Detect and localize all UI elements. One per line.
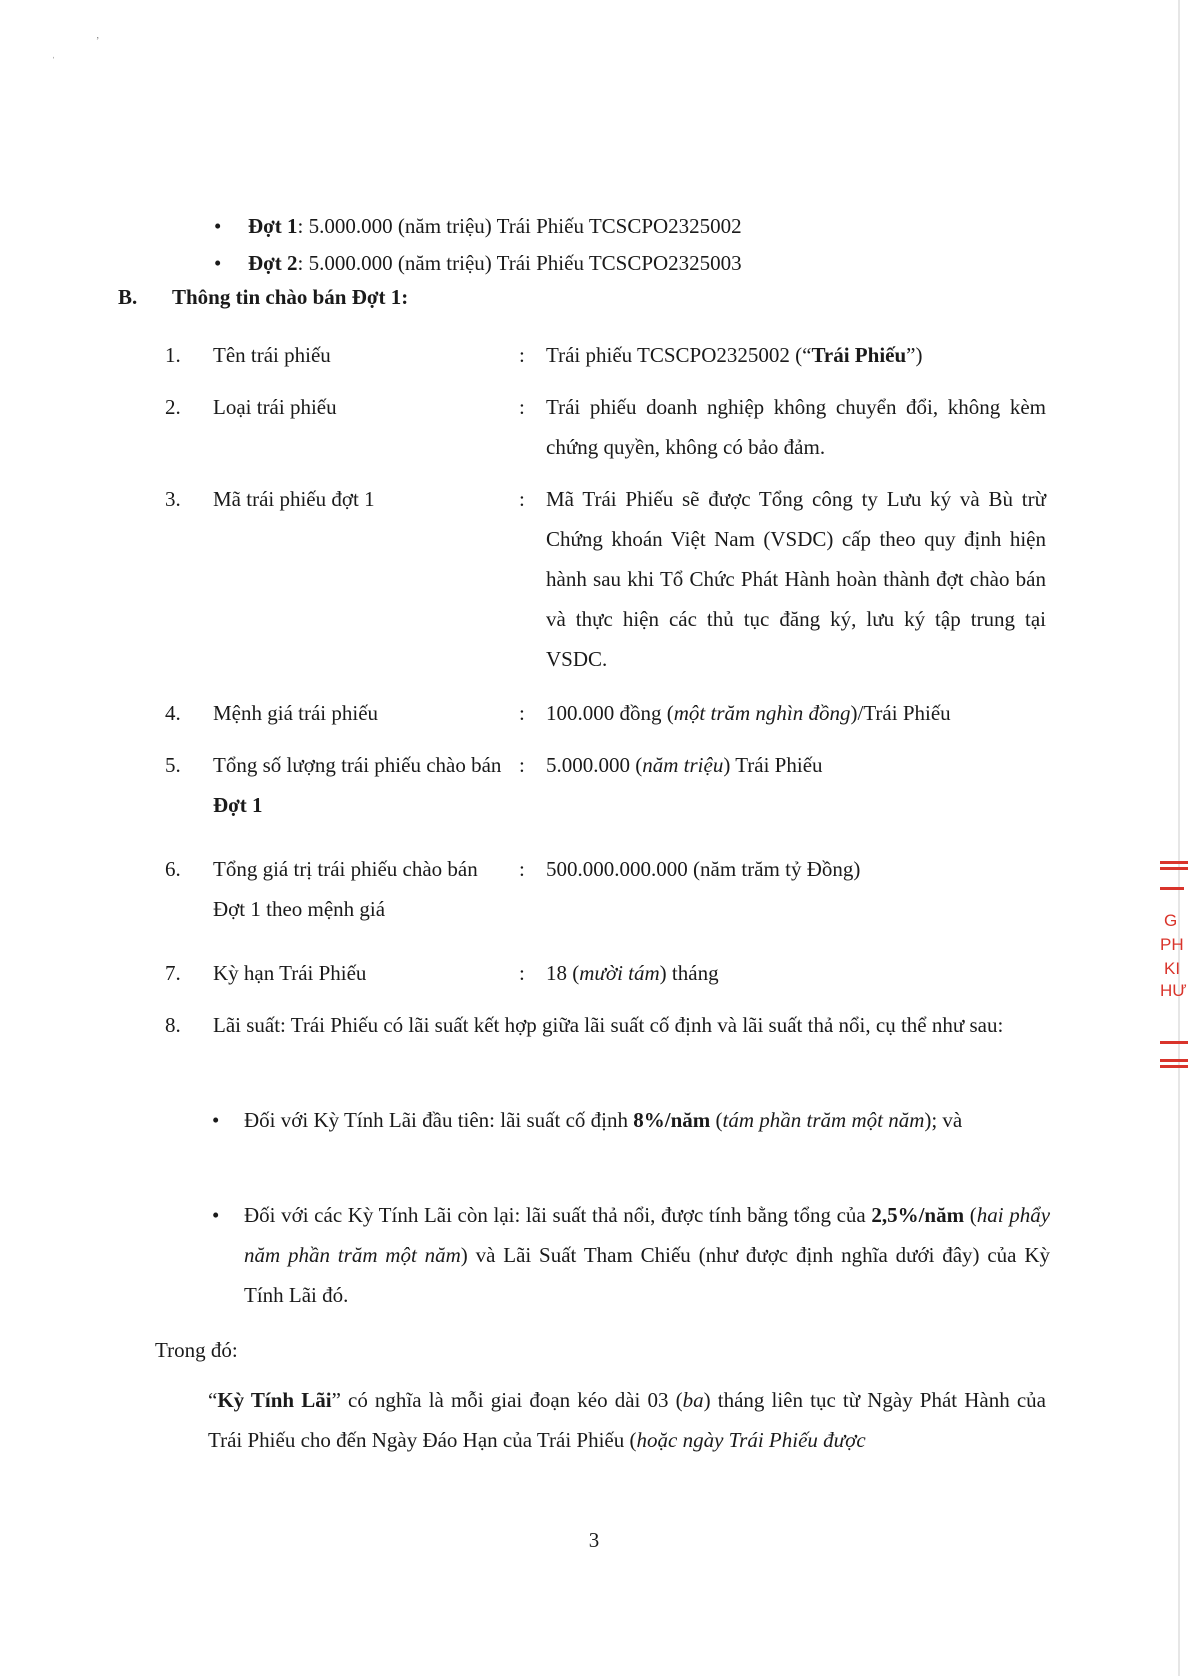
item-label: Loại trái phiếu — [213, 395, 337, 419]
item-number: 8. — [165, 1013, 181, 1037]
bullet-icon: • — [214, 251, 222, 275]
item-colon: : — [519, 961, 525, 985]
item-label: Tên trái phiếu — [213, 343, 331, 367]
item-value: 500.000.000.000 (năm trăm tỷ Đồng) — [546, 857, 861, 881]
item-number: 3. — [165, 487, 181, 511]
tranche-text: : 5.000.000 (năm triệu) Trái Phiếu TCSCPO2325002 — [297, 214, 742, 238]
item-number: 5. — [165, 753, 181, 777]
item-colon: : — [519, 395, 525, 419]
item-label: Tổng số lượng trái phiếu chào bán Đợt 1 — [213, 753, 502, 817]
bullet-icon: • — [214, 214, 222, 238]
item-value: Trái phiếu doanh nghiệp không chuyển đổi, không kèm chứng quyền, không có bảo đảm. — [546, 395, 1046, 459]
item-colon: : — [519, 487, 525, 511]
item-colon: : — [519, 343, 525, 367]
definition-paragraph: “Kỳ Tính Lãi” có nghĩa là mỗi giai đoạn kéo dài 03 (ba) tháng liên tục từ Ngày Phát Hành của Trái Phiếu cho đến Ngày Đáo Hạn của Trái Phiếu (hoặc ngày Trái Phiếu được — [208, 1388, 1047, 1452]
rate-bullet-text: Đối với Kỳ Tính Lãi đầu tiên: lãi suất cố định 8%/năm (tám phần trăm một năm); và — [244, 1108, 963, 1132]
section-title: Thông tin chào bán Đợt 1: — [172, 285, 409, 309]
item-label: Mệnh giá trái phiếu — [213, 701, 379, 725]
scan-speck: ’ — [96, 36, 100, 47]
item-value: Mã Trái Phiếu sẽ được Tổng công ty Lưu ký và Bù trừ Chứng khoán Việt Nam (VSDC) cấp theo quy định hiện hành sau khi Tổ Chức Phát Hành hoàn thành đợt chào bán và thực hiện các thủ tục đăng ký, lưu ký tập trung tại VSDC. — [546, 487, 1046, 671]
item-number: 7. — [165, 961, 181, 985]
item-value: 100.000 đồng (một trăm nghìn đồng)/Trái Phiếu — [546, 701, 951, 725]
scan-speck: ˈ — [52, 56, 56, 67]
item-colon: : — [519, 857, 525, 881]
item-number: 2. — [165, 395, 181, 419]
item-colon: : — [519, 753, 525, 777]
item-value: 5.000.000 (năm triệu) Trái Phiếu — [546, 753, 823, 777]
where-label: Trong đó: — [155, 1338, 238, 1362]
item-number: 6. — [165, 857, 181, 881]
item-colon: : — [519, 701, 525, 725]
bullet-icon: • — [212, 1108, 220, 1132]
scan-edge — [1178, 0, 1180, 1676]
tranche-text: : 5.000.000 (năm triệu) Trái Phiếu TCSCPO2325003 — [297, 251, 742, 275]
item-number: 4. — [165, 701, 181, 725]
item-label: Kỳ hạn Trái Phiếu — [213, 961, 367, 985]
tranche-label: Đợt 1 — [248, 214, 298, 238]
tranche-label: Đợt 2 — [248, 251, 298, 275]
page-number: 3 — [588, 1528, 600, 1552]
item-value: 18 (mười tám) tháng — [546, 961, 719, 985]
defined-term: Kỳ Tính Lãi — [217, 1388, 332, 1412]
red-stamp-fragment: G PH KI HƯ — [1158, 855, 1188, 1075]
item-label: Mã trái phiếu đợt 1 — [213, 487, 375, 511]
item-value: Trái phiếu TCSCPO2325002 (“Trái Phiếu”) — [546, 343, 923, 367]
item-text: Lãi suất: Trái Phiếu có lãi suất kết hợp giữa lãi suất cố định và lãi suất thả nổi, cụ thể như sau: — [213, 1013, 1004, 1037]
item-label: Tổng giá trị trái phiếu chào bán Đợt 1 theo mệnh giá — [213, 857, 478, 921]
bullet-icon: • — [212, 1203, 220, 1227]
section-number: B. — [118, 285, 138, 309]
item-number: 1. — [165, 343, 181, 367]
rate-bullet-text: Đối với các Kỳ Tính Lãi còn lại: lãi suất thả nổi, được tính bằng tổng của 2,5%/năm (hai phẩy năm phần trăm một năm) và Lãi Suất Tham Chiếu (như được định nghĩa dưới đây) của Kỳ Tính Lãi đó. — [244, 1203, 1051, 1307]
